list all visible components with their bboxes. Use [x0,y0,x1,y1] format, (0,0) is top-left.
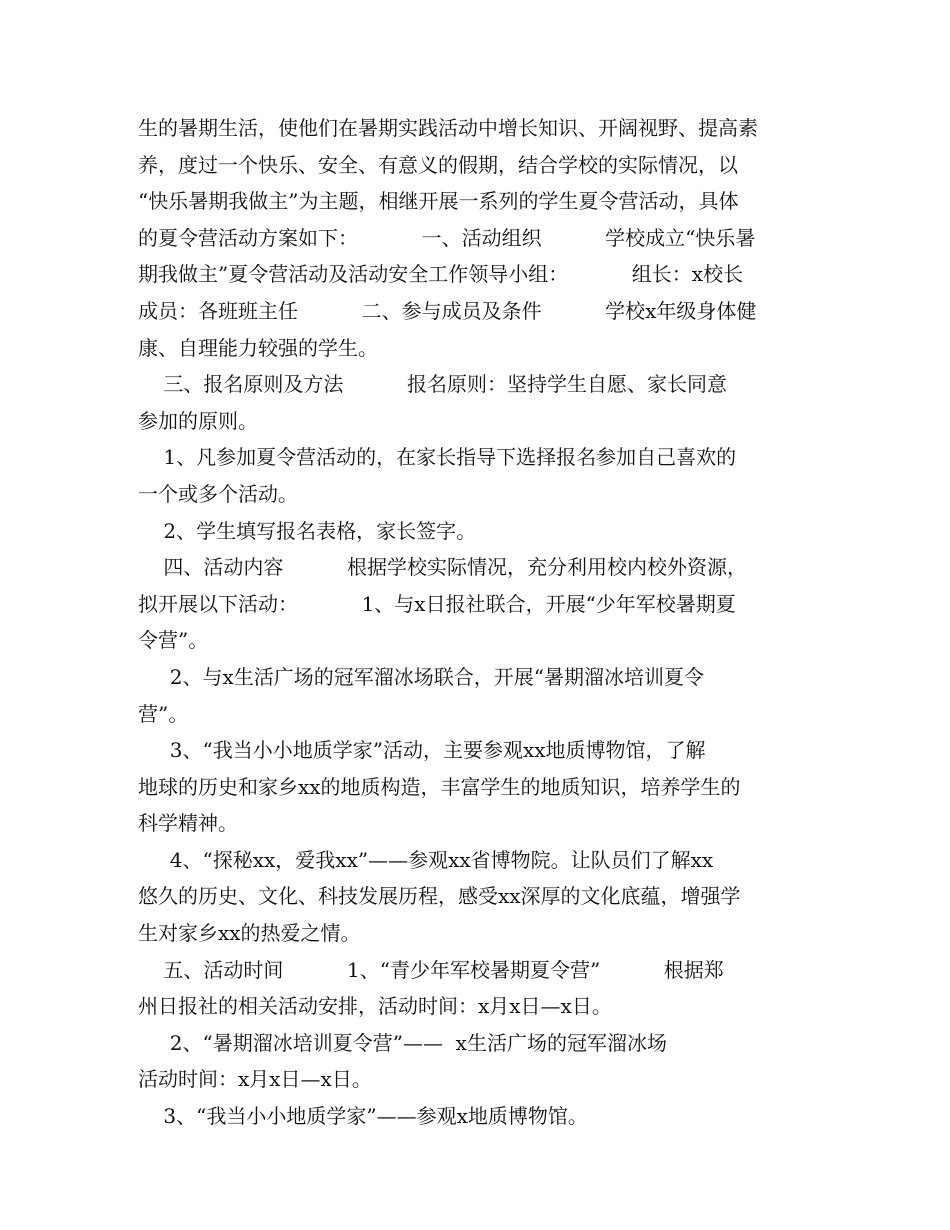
text-line: 营”。 [138,701,189,726]
text-line: 康、自理能力较强的学生。 [138,335,378,360]
text-line: 拟开展以下活动： 1、与x日报社联合，开展“少年军校暑期夏 [138,591,736,616]
text-line: 四、活动内容 根据学校实际情况，充分利用校内校外资源， [138,555,748,580]
text-line: 2、学生填写报名表格，家长签字。 [138,518,477,543]
text-line: 活动时间：x月x日—x日。 [138,1067,372,1092]
text-line: 养，度过一个快乐、安全、有意义的假期，结合学校的实际情况，以 [138,152,738,177]
text-line: 三、报名原则及方法 报名原则：坚持学生自愿、家长同意 [138,372,728,397]
text-line: 1、凡参加夏令营活动的，在家长指导下选择报名参加自己喜欢的 [138,445,737,470]
text-line: 4、“探秘xx，爱我xx”——参观xx省博物院。让队员们了解xx [138,847,714,872]
text-line: 的夏令营活动方案如下： 一、活动组织 学校成立“快乐暑 [138,225,756,250]
text-line: 生对家乡xx的热爱之情。 [138,921,361,946]
text-line: 参加的原则。 [138,408,258,433]
text-line: 期我做主”夏令营活动及活动安全工作领导小组： 组长：x校长 [138,262,744,287]
text-line: 州日报社的相关活动安排，活动时间：x月x日—x日。 [138,994,612,1019]
text-line: 科学精神。 [138,811,238,836]
text-line: 生的暑期生活，使他们在暑期实践活动中增长知识、开阔视野、提高素 [138,116,758,140]
text-line: 2、“暑期溜冰培训夏令营”—— x生活广场的冠军溜冰场 [138,1030,667,1055]
text-line: 令营”。 [138,628,209,653]
text-line: 3、“我当小小地质学家”活动，主要参观xx地质博物馆，了解 [138,738,706,763]
text-line: 一个或多个活动。 [138,481,298,506]
text-line: 悠久的历史、文化、科技发展历程，感受xx深厚的文化底蕴，增强学 [138,884,741,909]
text-line: 2、与x生活广场的冠军溜冰场联合，开展“暑期溜冰培训夏令 [138,664,705,689]
text-line: 成员：各班班主任 二、参与成员及条件 学校x年级身体健 [138,298,757,323]
text-line: “快乐暑期我做主”为主题，相继开展一系列的学生夏令营活动，具体 [138,189,739,214]
document-body [138,110,818,1135]
text-line: 3、“我当小小地质学家”——参观x地质博物馆。 [138,1104,588,1129]
text-line: 地球的历史和家乡xx的地质构造，丰富学生的地质知识，培养学生的 [138,774,741,799]
text-line: 五、活动时间 1、“青少年军校暑期夏令营” 根据郑 [138,957,724,982]
